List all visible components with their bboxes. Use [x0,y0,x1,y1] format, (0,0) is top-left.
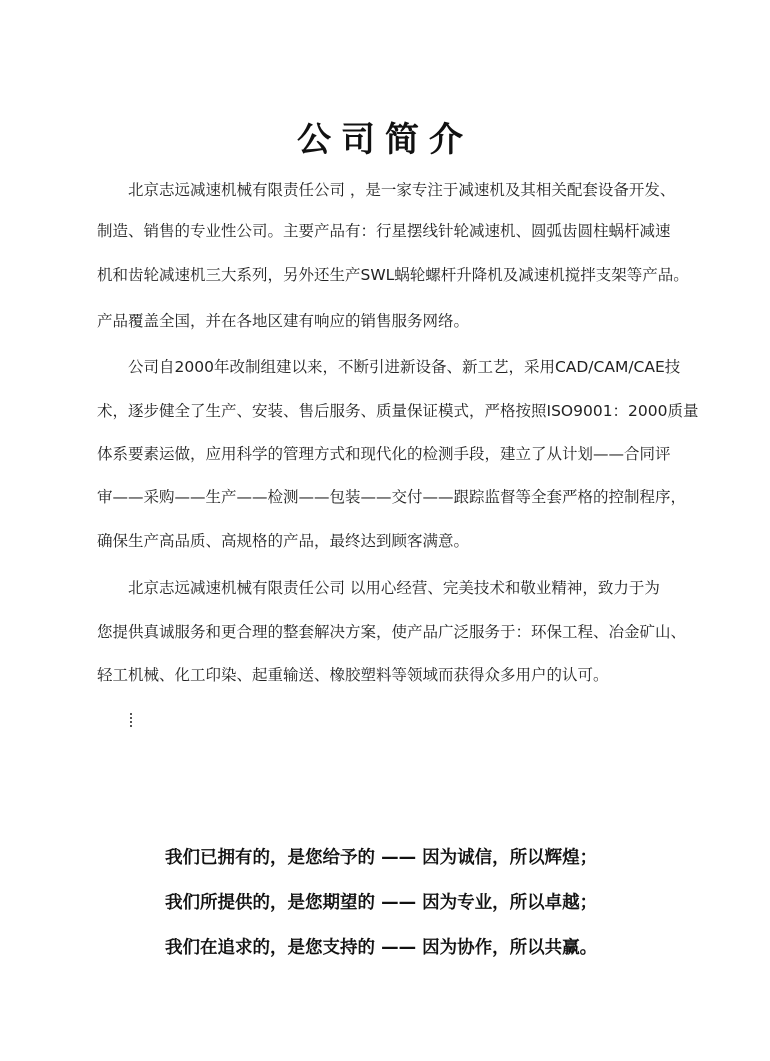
paragraph-line: 北京志远减速机械有限责任公司 以用心经营、完美技术和敬业精神，致力于为 [128,579,660,597]
paragraph-line: 轻工机械、化工印染、起重输送、橡胶塑料等领域而获得众多用户的认可。 [97,666,609,684]
slogan-line: 我们在追求的，是您支持的 —— 因为协作，所以共赢。 [165,938,598,958]
scan-artifact [130,713,132,727]
paragraph-line: 制造、销售的专业性公司。主要产品有：行星摆线针轮减速机、圆弧齿圆柱蜗杆减速 [97,222,671,240]
paragraph-line: 您提供真诚服务和更合理的整套解决方案，使产品广泛服务于：环保工程、冶金矿山、 [97,623,687,641]
paragraph-line: 机和齿轮减速机三大系列，另外还生产SWL蜗轮螺杆升降机及减速机搅拌支架等产品。 [97,266,689,284]
slogan-line: 我们已拥有的，是您给予的 —— 因为诚信，所以辉煌； [165,848,598,868]
page-title: 公司简介 [297,120,473,160]
paragraph-line: 术，逐步健全了生产、安装、售后服务、质量保证模式，严格按照ISO9001：2000质量 [97,402,699,420]
paragraph-line: 审——采购——生产——检测——包装——交付——跟踪监督等全套严格的控制程序， [97,488,687,506]
paragraph-line: 体系要素运做，应用科学的管理方式和现代化的检测手段，建立了从计划——合同评 [97,445,671,463]
slogan-line: 我们所提供的，是您期望的 —— 因为专业，所以卓越； [165,893,598,913]
paragraph-line: 公司自2000年改制组建以来，不断引进新设备、新工艺，采用CAD/CAM/CAE技 [128,358,681,376]
paragraph-line: 北京志远减速机械有限责任公司 ，是一家专注于减速机及其相关配套设备开发、 [128,181,676,199]
paragraph-line: 产品覆盖全国，并在各地区建有响应的销售服务网络。 [97,312,470,330]
paragraph-line: 确保生产高品质、高规格的产品，最终达到顾客满意。 [97,532,470,550]
